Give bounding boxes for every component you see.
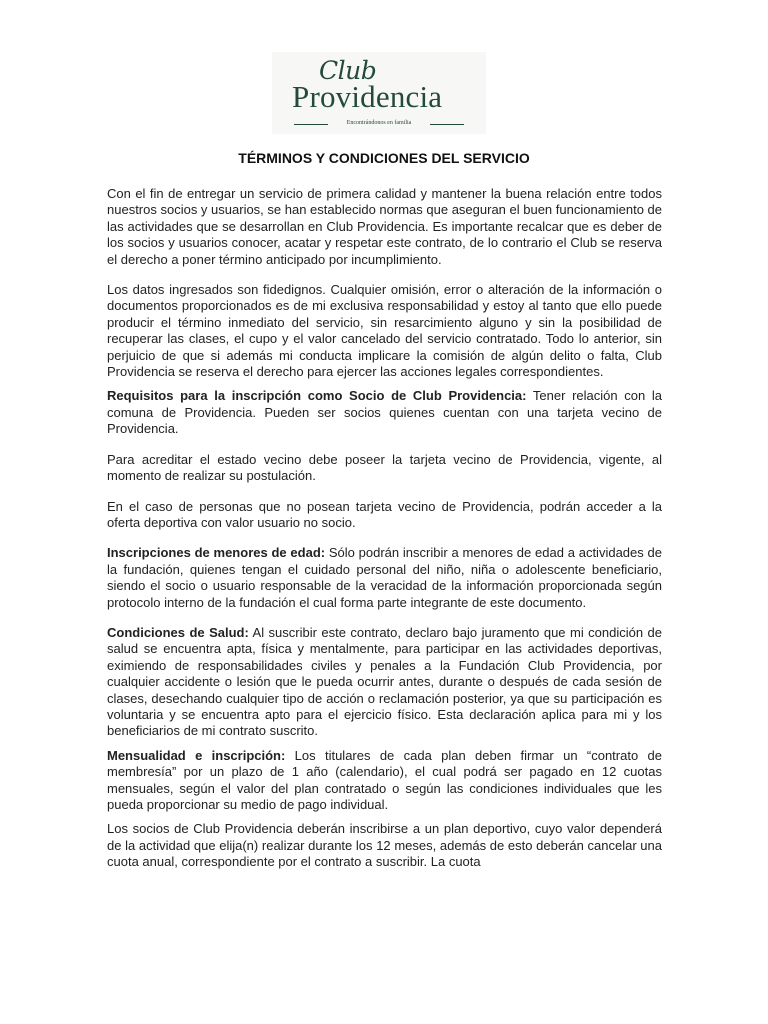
document-title: TÉRMINOS Y CONDICIONES DEL SERVICIO: [238, 150, 530, 166]
paragraph-menores: [107, 545, 662, 611]
paragraph-text: En el caso de personas que no posean tarjeta vecino de Providencia, podrán acceder a la oferta deportiva con valor usuario no socio.: [107, 498, 662, 530]
logo-name-text: Providencia: [292, 79, 443, 114]
paragraph-salud: [107, 625, 662, 740]
paragraph-datos: [107, 282, 662, 380]
paragraph-heading: Inscripciones de menores de edad:: [107, 545, 326, 561]
paragraph-heading: Mensualidad e inscripción:: [107, 747, 286, 763]
paragraph-text: Sólo podrán inscribir a menores de edad a actividades de la fundación, quienes tengan el cuidado personal del niño, niña o adolescente beneficiario, siendo el socio o usuario responsable de la veracidad de la información proporcionada según protocolo interno de la fundación el cual forma parte integrante de este documento.: [107, 545, 662, 610]
paragraph-text: Los datos ingresados son fidedignos. Cualquier omisión, error o alteración de la información o documentos proporcionados es de mi exclusiva responsabilidad y estoy al tanto que ello puede producir el término inmediato del servicio, sin resarcimiento alguno y sin la posibilidad de recuperar las clases, el cupo y el valor cancelado del servicio contratado. Todo lo anterior, sin perjuicio de que si además mi conducta implicare la comisión de algún delito o falta, Club Providencia se reserva el derecho para ejercer las acciones legales correspondientes.: [107, 282, 662, 380]
paragraph-text: Al suscribir este contrato, declaro bajo juramento que mi condición de salud se encuentra apta, física y mentalmente, para participar en las actividades deportivas, eximiendo de responsabilidades civiles y penales a la Fundación Club Providencia, por cualquier accidente o lesión que le pueda ocurrir antes, durante o después de cada sesión de clases, desechando cualquier tipo de acción o reclamación posterior, ya que su participación es voluntaria y se encuentra apto para el ejercicio físico. Esta declaración aplica para mi y los beneficiarios de mi contrato suscrito.: [107, 624, 662, 739]
paragraph-heading: Requisitos para la inscripción como Socio de Club Providencia:: [107, 388, 527, 404]
paragraph-requisitos: [107, 388, 662, 437]
paragraph-text: Los socios de Club Providencia deberán inscribirse a un plan deportivo, cuyo valor dependerá de la actividad que elija(n) realizar durante los 12 meses, además de esto deberán cancelar una cuota anual, correspondiente por el contrato a suscribir. La cuota: [107, 821, 662, 870]
document-body: [107, 186, 662, 885]
paragraph-acreditar: [107, 452, 662, 485]
paragraph-text: Tener relación con la comuna de Providencia. Pueden ser socios quienes cuentan con una tarjeta vecino de Providencia.: [107, 388, 662, 437]
logo-club-text: Club: [319, 56, 377, 85]
paragraph-socios-plan: [107, 821, 662, 870]
logo-divider-right: [430, 124, 464, 125]
paragraph-text: Para acreditar el estado vecino debe poseer la tarjeta vecino de Providencia, vigente, al momento de realizar su postulación.: [107, 451, 662, 484]
paragraph-no-vecino: [107, 499, 662, 532]
paragraph-text: Con el fin de entregar un servicio de primera calidad y mantener la buena relación entre todos nuestros socios y usuarios, se han establecido normas que aseguran el buen funcionamiento de las actividades que se desarrollan en Club Providencia. Es importante recalcar que es deber de los socios y usuarios conocer, acatar y respetar este contrato, de lo contrario el Club se reserva el derecho a poner término anticipado por incumplimiento.: [107, 186, 663, 267]
paragraph-mensualidad: [107, 748, 662, 814]
logo-tagline: Encontrándonos en familia: [346, 120, 412, 126]
paragraph-heading: Condiciones de Salud:: [107, 624, 249, 640]
club-providencia-logo: [272, 52, 486, 134]
paragraph-intro: [107, 186, 662, 268]
paragraph-text: Los titulares de cada plan deben firmar un “contrato de membresía” por un plazo de 1 año (calendario), el cual podrá ser pagado en 12 cuotas mensuales, según el valor del plan contratado o según las condiciones individuales que les pueda proporcionar su medio de pago individual.: [107, 747, 662, 812]
